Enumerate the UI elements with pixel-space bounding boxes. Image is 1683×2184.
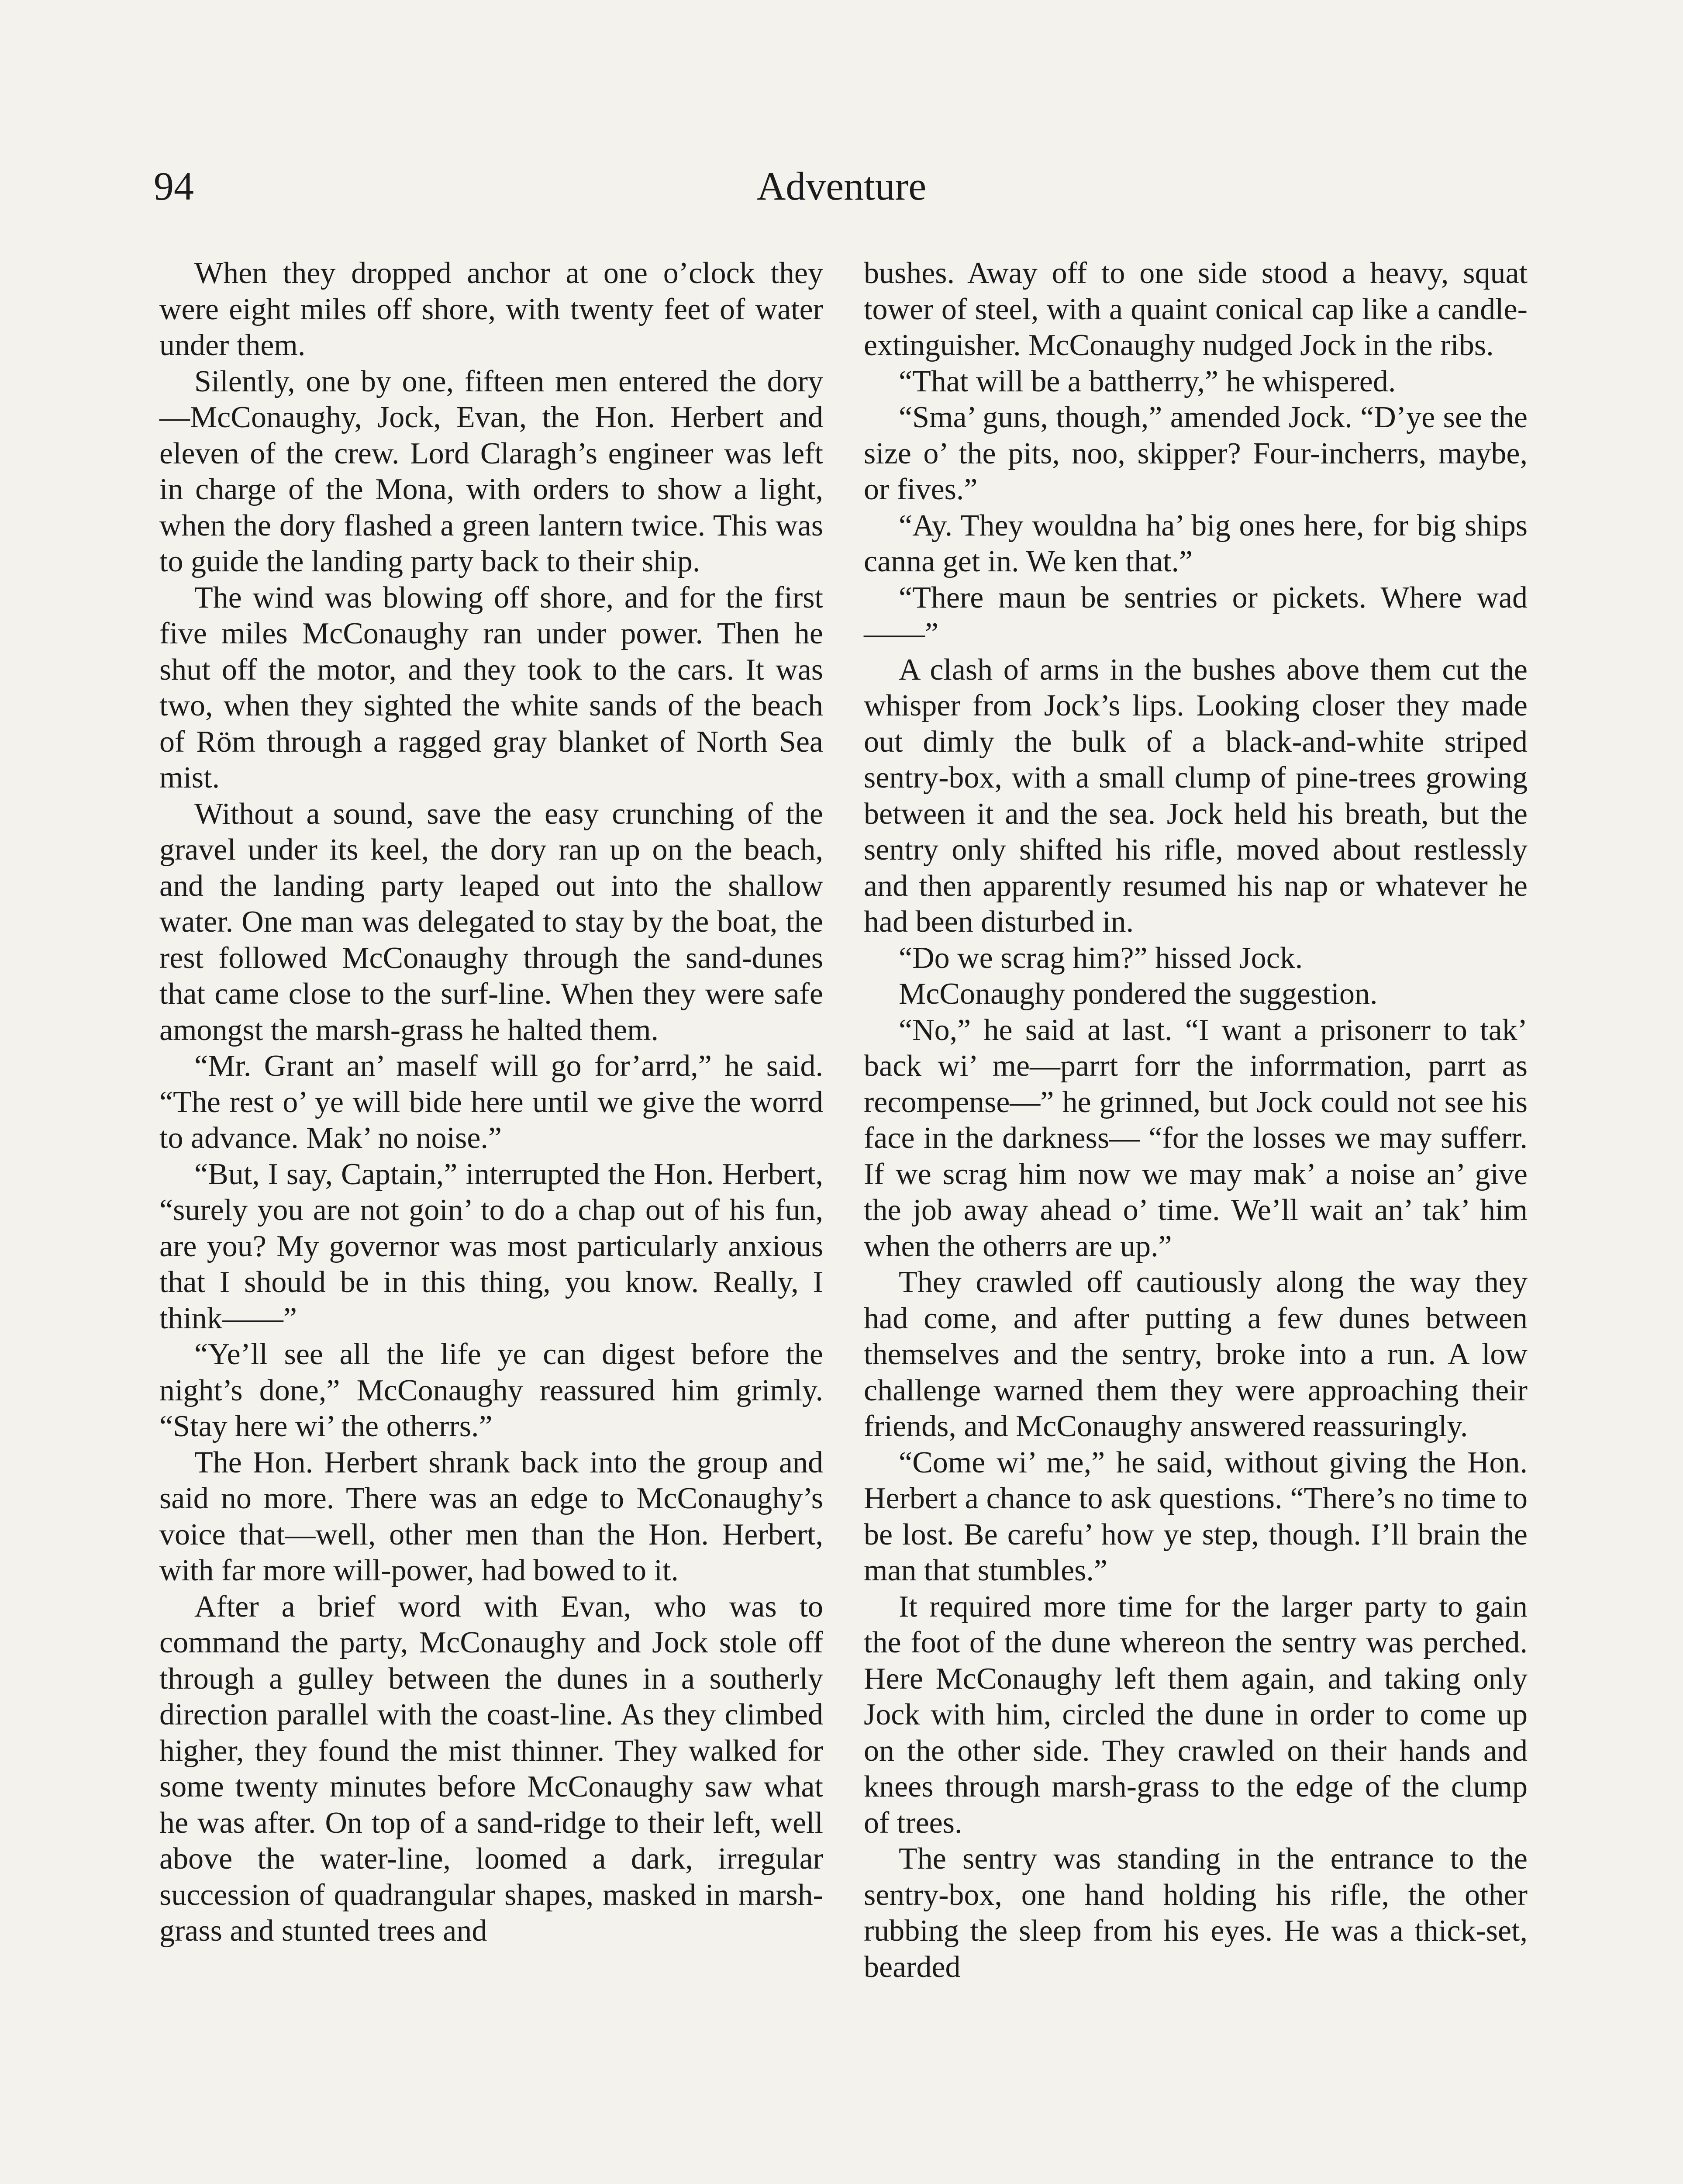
paragraph: The wind was blowing off shore, and for the first five miles McConaughy ran under power. Then he shut off the motor, and they took to the cars. It was two, when they sighted the white sands of the beach of Röm through a ragged gray blanket of North Sea mist.	[159, 581, 823, 795]
paragraph: McConaughy pondered the suggestion.	[899, 977, 1378, 1011]
page-number: 94	[154, 164, 194, 208]
paragraph: “Ay. They wouldna ha’ big ones here, for big ships canna get in. We ken that.”	[864, 508, 1528, 578]
paragraph: “That will be a battherry,” he whispered.	[899, 364, 1396, 398]
paragraph-continuation: bushes. Away off to one side stood a heavy, squat tower of steel, with a quaint conical cap like a candle-extinguisher. McConaughy nudged Jock in the ribs.	[864, 256, 1528, 362]
paragraph: “Come wi’ me,” he said, without giving the Hon. Herbert a chance to ask questions. “There’s no time to be lost. Be carefu’ how ye step, though. I’ll brain the man that stumbles.”	[864, 1445, 1528, 1587]
running-head: Adventure	[756, 164, 927, 208]
paragraph: “Do we scrag him?” hissed Jock.	[899, 941, 1303, 975]
paragraph: “There maun be sentries or pickets. Where wad——”	[864, 581, 1528, 650]
paragraph: A clash of arms in the bushes above them cut the whisper from Jock’s lips. Looking closer they made out dimly the bulk of a black-and-white striped sentry-box, with a small clump of pine-trees growing between it and the sea. Jock held his breath, but the sentry only shifted his rifle, moved about restlessly and then apparently resumed his nap or whatever he had been disturbed in.	[864, 653, 1528, 939]
paragraph: “Ye’ll see all the life ye can digest before the night’s done,” McConaughy reassured him grimly. “Stay here wi’ the otherrs.”	[159, 1337, 823, 1443]
paragraph: They crawled off cautiously along the way they had come, and after putting a few dunes between themselves and the sentry, broke into a run. A low challenge warned them they were approaching their friends, and McConaughy answered reassuringly.	[864, 1265, 1528, 1443]
paragraph: It required more time for the larger party to gain the foot of the dune whereon the sentry was perched. Here McConaughy left them again, and taking only Jock with him, circled the dune in order to come up on the other side. They crawled on their hands and knees through marsh-grass to the edge of the clump of trees.	[864, 1590, 1528, 1840]
paragraph: “Sma’ guns, though,” amended Jock. “D’ye see the size o’ the pits, noo, skipper? Four-incherrs, maybe, or fives.”	[864, 401, 1528, 506]
paragraph: When they dropped anchor at one o’clock they were eight miles off shore, with twenty feet of water under them.	[159, 256, 823, 362]
paragraph: Silently, one by one, fifteen men entered the dory—McConaughy, Jock, Evan, the Hon. Herbert and eleven of the crew. Lord Claragh’s engineer was left in charge of the Mona, with orders to show a light, when the dory flashed a green lantern twice. This was to guide the landing party back to their ship.	[159, 364, 823, 578]
paragraph: “No,” he said at last. “I want a prisonerr to tak’ back wi’ me—parrt forr the inforrmation, parrt as recompense—” he grinned, but Jock could not see his face in the darkness— “for the losses we may sufferr. If we scrag him now we may mak’ a noise an’ give the job away ahead o’ time. We’ll wait an’ tak’ him when the otherrs are up.”	[864, 1013, 1528, 1263]
paragraph: The Hon. Herbert shrank back into the group and said no more. There was an edge to McConaughy’s voice that—well, other men than the Hon. Herbert, with far more will-power, had bowed to it.	[159, 1445, 823, 1587]
paragraph: After a brief word with Evan, who was to command the party, McConaughy and Jock stole off through a gulley between the dunes in a southerly direction parallel with the coast-line. As they climbed higher, they found the mist thinner. They walked for some twenty minutes before McConaughy saw what he was after. On top of a sand-ridge to their left, well above the water-line, loomed a dark, irregular succession of quadrangular shapes, masked in marsh-grass and stunted trees and	[159, 1590, 823, 1948]
left-column	[159, 256, 823, 1949]
right-column	[864, 256, 1528, 1985]
paragraph: The sentry was standing in the entrance to the sentry-box, one hand holding his rifle, the other rubbing the sleep from his eyes. He was a thick-set, bearded	[864, 1842, 1528, 1984]
paragraph: Without a sound, save the easy crunching of the gravel under its keel, the dory ran up on the beach, and the landing party leaped out into the shallow water. One man was delegated to stay by the boat, the rest followed McConaughy through the sand-dunes that came close to the surf-line. When they were safe amongst the marsh-grass he halted them.	[159, 797, 823, 1047]
paragraph: “But, I say, Captain,” interrupted the Hon. Herbert, “surely you are not goin’ to do a chap out of his fun, are you? My governor was most particularly anxious that I should be in this thing, you know. Really, I think——”	[159, 1157, 823, 1335]
paragraph: “Mr. Grant an’ maself will go for’arrd,” he said. “The rest o’ ye will bide here until we give the worrd to advance. Mak’ no noise.”	[159, 1049, 823, 1155]
